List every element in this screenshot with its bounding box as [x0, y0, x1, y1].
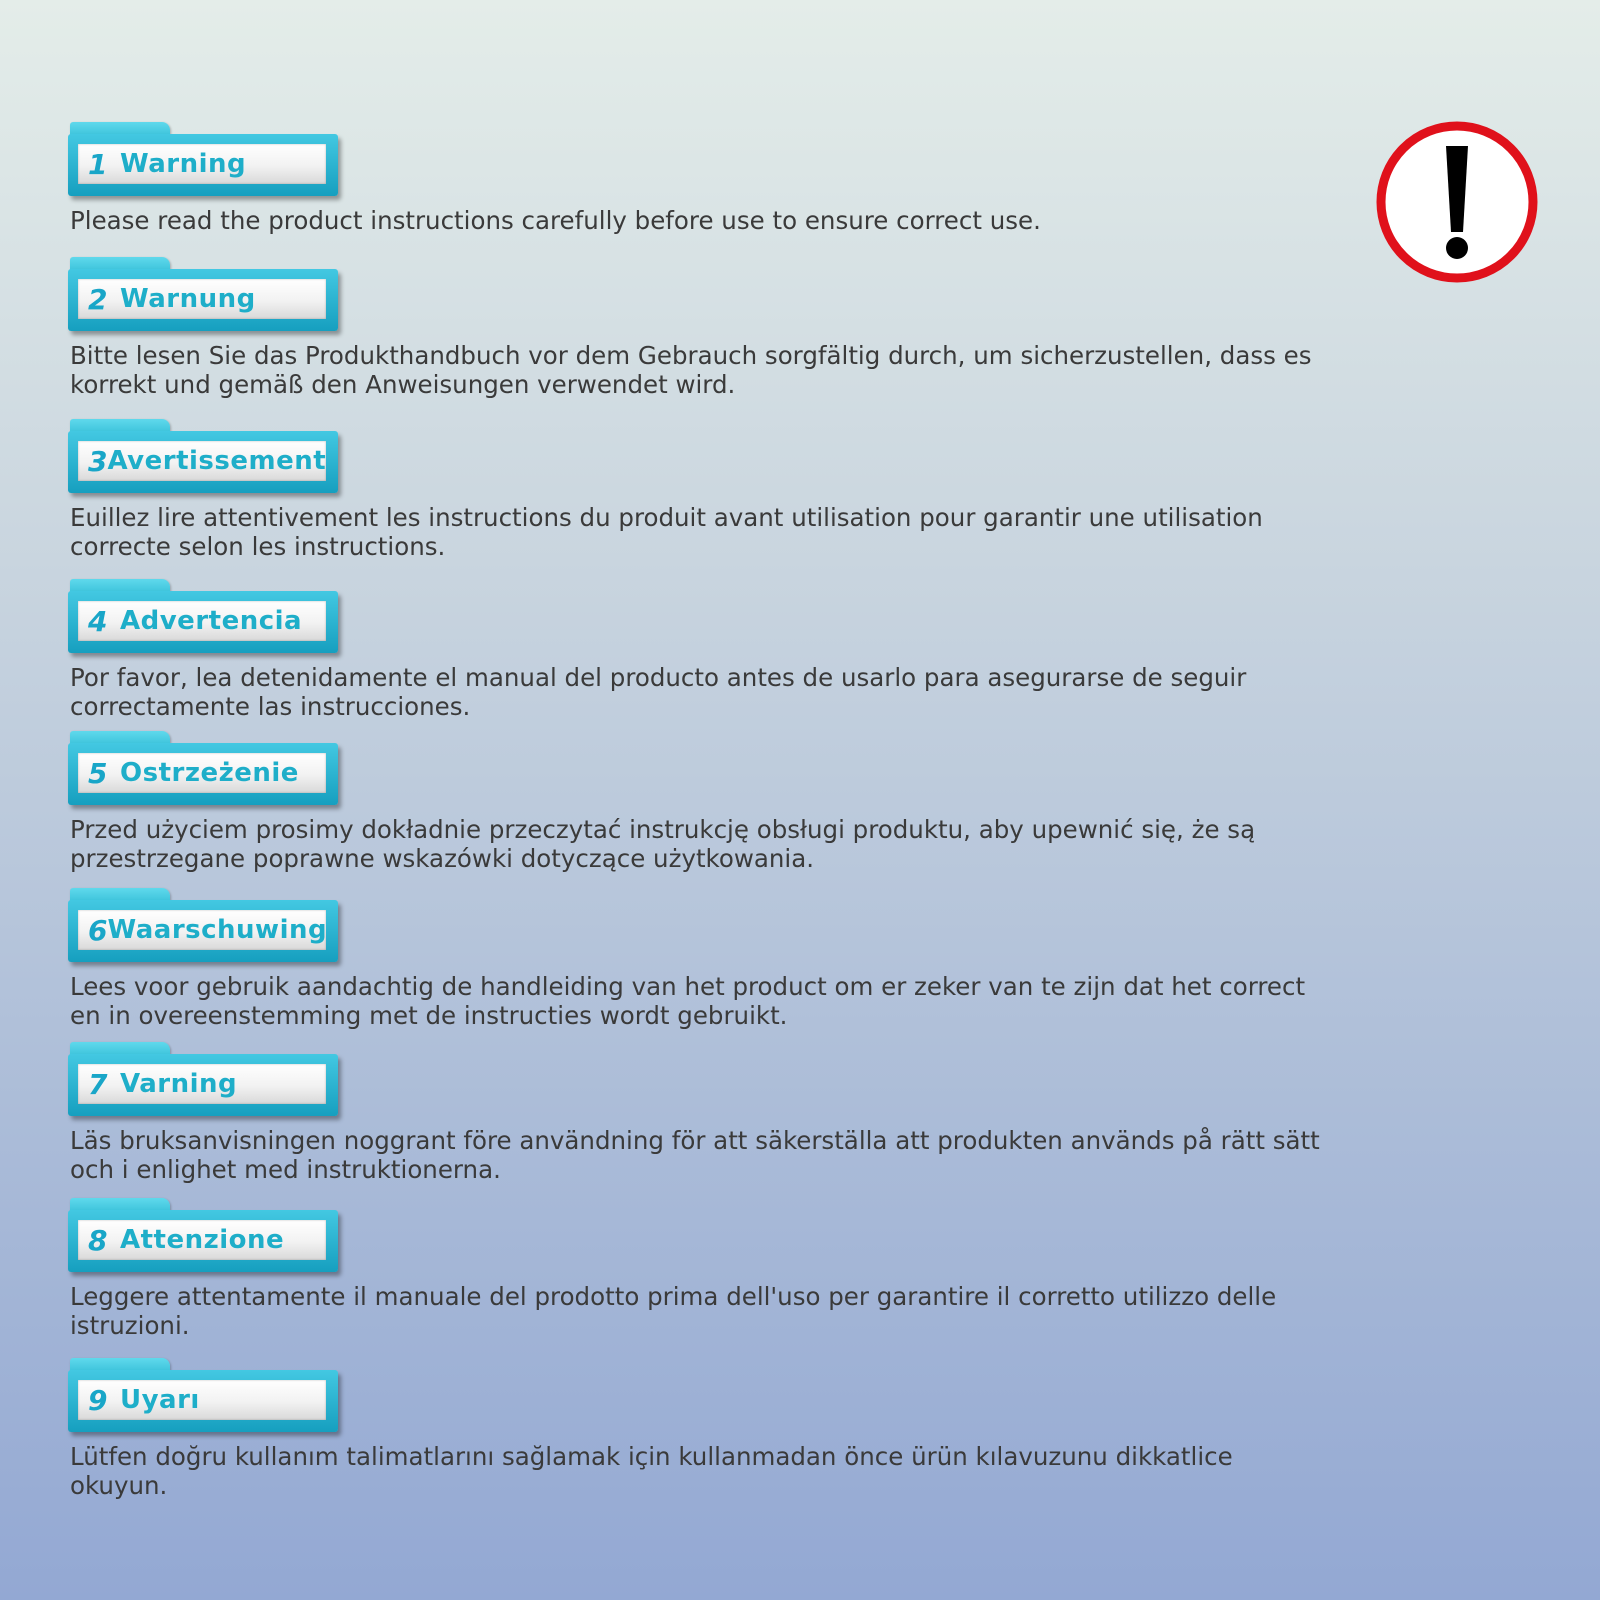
section-title: Warnung [120, 284, 256, 314]
section-text: Bitte lesen Sie das Produkthandbuch vor dem Gebrauch sorgfältig durch, um sicherzustellen, dass es korrekt und gemäß den Anweisungen verwendet wird. [70, 341, 1312, 399]
section-number: 6 [88, 913, 108, 947]
section-title: Advertencia [120, 606, 303, 636]
warning-section-7 [68, 1042, 1328, 1184]
section-text: Por favor, lea detenidamente el manual del producto antes de usarlo para asegurarse de seguir correctamente las instrucciones. [70, 663, 1247, 721]
warning-section-8 [68, 1198, 1328, 1340]
section-label-tag [68, 257, 338, 335]
section-title: Waarschuwing [107, 915, 328, 945]
section-number: 2 [88, 282, 108, 316]
section-text: Läs bruksanvisningen noggrant före användning för att säkerställa att produkten används på rätt sätt och i enlighet med instruktionerna. [70, 1126, 1320, 1184]
section-label-tag [68, 888, 338, 966]
section-number: 5 [88, 756, 108, 790]
warning-section-2 [68, 257, 1328, 399]
warning-section-1 [68, 122, 1328, 235]
warning-section-3 [68, 419, 1328, 561]
warning-section-6 [68, 888, 1328, 1030]
section-label-tag [68, 579, 338, 657]
section-label-tag [68, 122, 338, 200]
section-text: Please read the product instructions carefully before use to ensure correct use. [70, 206, 1041, 235]
section-number: 8 [88, 1223, 108, 1257]
warning-section-9 [68, 1358, 1328, 1500]
section-text: Euillez lire attentivement les instructions du produit avant utilisation pour garantir une utilisation correcte selon les instructions. [70, 503, 1263, 561]
section-number: 1 [88, 147, 108, 181]
section-number: 4 [88, 604, 108, 638]
section-number: 7 [88, 1067, 108, 1101]
section-title: Attenzione [120, 1225, 285, 1255]
section-label-tag [68, 1358, 338, 1436]
warning-section-5 [68, 731, 1328, 873]
section-text: Lütfen doğru kullanım talimatlarını sağlamak için kullanmadan önce ürün kılavuzunu dikkatlice okuyun. [70, 1442, 1233, 1500]
section-title: Warning [120, 149, 247, 179]
section-label-tag [68, 1042, 338, 1120]
section-text: Przed użyciem prosimy dokładnie przeczytać instrukcję obsługi produktu, aby upewnić się, że są przestrzegane poprawne wskazówki dotyczące użytkowania. [70, 815, 1256, 873]
section-title: Avertissement [107, 446, 327, 476]
exclamation-warning-icon [1375, 120, 1539, 284]
section-label-tag [68, 419, 338, 497]
section-label-tag [68, 731, 338, 809]
section-label-tag [68, 1198, 338, 1276]
warning-section-4 [68, 579, 1328, 721]
section-text: Leggere attentamente il manuale del prodotto prima dell'uso per garantire il corretto utilizzo delle istruzioni. [70, 1282, 1277, 1340]
section-title: Uyarı [120, 1385, 200, 1415]
section-title: Ostrzeżenie [120, 758, 299, 788]
section-number: 9 [88, 1383, 108, 1417]
section-text: Lees voor gebruik aandachtig de handleiding van het product om er zeker van te zijn dat het correct en in overeenstemming met de instructies wordt gebruikt. [70, 972, 1306, 1030]
section-number: 3 [88, 444, 108, 478]
section-title: Varning [120, 1069, 238, 1099]
